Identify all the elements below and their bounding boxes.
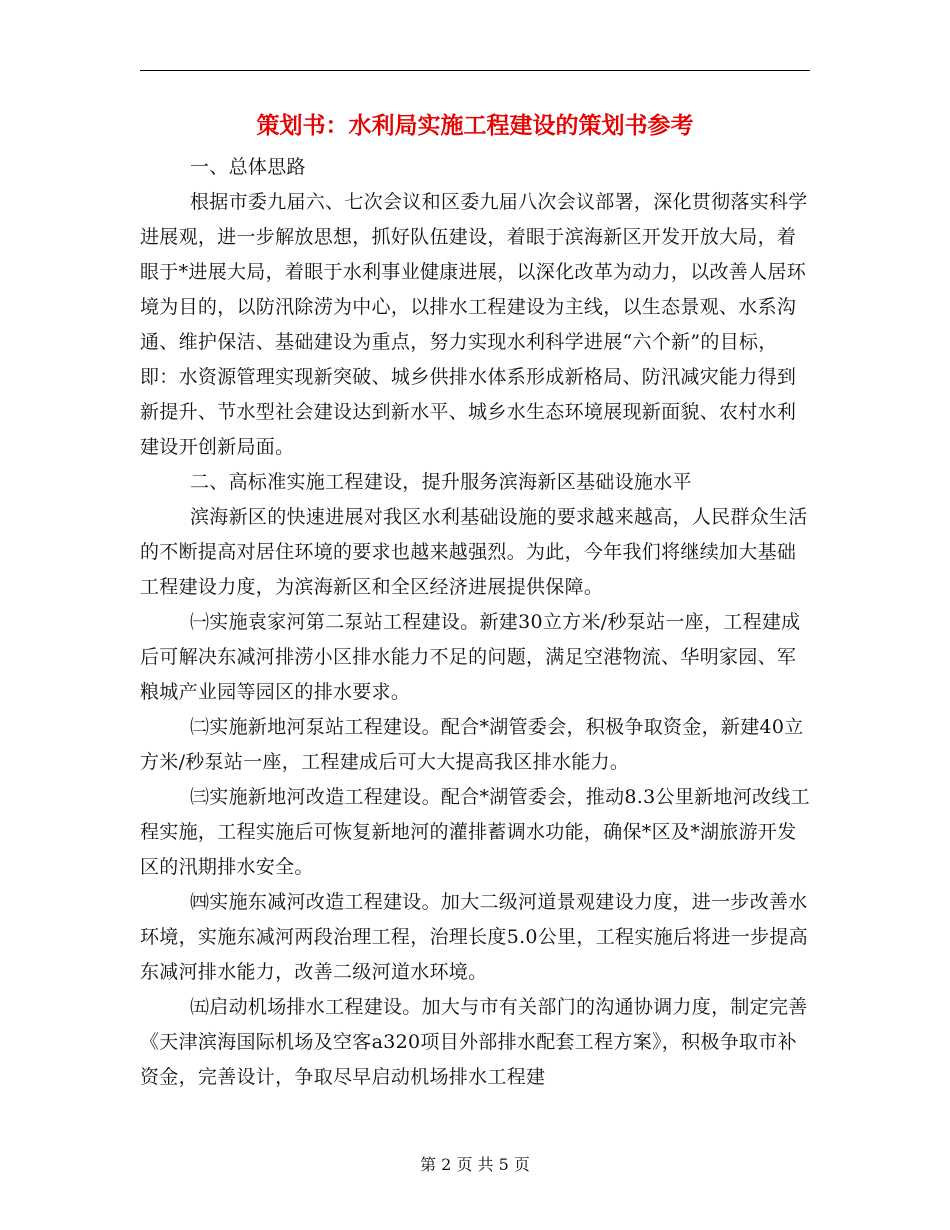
document-title: 策划书：水利局实施工程建设的策划书参考 xyxy=(256,112,694,139)
section-heading-2: 二、高标准实施工程建设，提升服务滨海新区基础设施水平 xyxy=(190,471,692,493)
header-rule xyxy=(140,70,810,71)
page-number: 第 2 页 共 5 页 xyxy=(420,1155,530,1174)
paragraph-item-1: ㈠实施袁家河第二泵站工程建设。新建30立方米/秒泵站一座，工程建成后可解决东减河排涝小区排水能力不足的问题，满足空港物流、华明家园、军粮城产业园等园区的排水要求。 xyxy=(140,611,801,703)
paragraph-overall-idea: 根据市委九届六、七次会议和区委九届八次会议部署，深化贯彻落实科学进展观，进一步解放思想，抓好队伍建设，着眼于滨海新区开发开放大局，着眼于*进展大局，着眼于水利事业健康进展，以深化改革为动力，以改善人居环境为目的，以防汛除涝为中心，以排水工程建设为主线，以生态景观、水系沟通、维护保洁、基础建设为重点，努力实现水利科学进展“六个新”的目标，即：水资源管理实现新突破、城乡供排水体系形成新格局、防汛减灾能力得到新提升、节水型社会建设达到新水平、城乡水生态环境展现新面貌、农村水利建设开创新局面。 xyxy=(140,191,808,458)
paragraph-item-4: ㈣实施东减河改造工程建设。加大二级河道景观建设力度，进一步改善水环境，实施东减河两段治理工程，治理长度5.0公里，工程实施后将进一步提高东减河排水能力，改善二级河道水环境。 xyxy=(140,891,809,983)
paragraph-binhai-intro: 滨海新区的快速进展对我区水利基础设施的要求越来越高，人民群众生活的不断提高对居住环境的要求也越来越强烈。为此，今年我们将继续加大基础工程建设力度，为滨海新区和全区经济进展提供保障。 xyxy=(140,506,808,598)
document-body xyxy=(140,150,810,1095)
paragraph-item-5: ㈤启动机场排水工程建设。加大与市有关部门的沟通协调力度，制定完善《天津滨海国际机场及空客a320项目外部排水配套工程方案》，积极争取市补资金，完善设计，争取尽早启动机场排水工程建 xyxy=(140,996,808,1088)
paragraph-item-2: ㈡实施新地河泵站工程建设。配合*湖管委会，积极争取资金，新建40立方米/秒泵站一座，工程建成后可大大提高我区排水能力。 xyxy=(140,716,804,773)
paragraph-item-3: ㈢实施新地河改造工程建设。配合*湖管委会，推动8.3公里新地河改线工程实施，工程实施后可恢复新地河的灌排蓄调水功能，确保*区及*湖旅游开发区的汛期排水安全。 xyxy=(140,786,810,878)
section-heading-1: 一、总体思路 xyxy=(190,156,306,178)
